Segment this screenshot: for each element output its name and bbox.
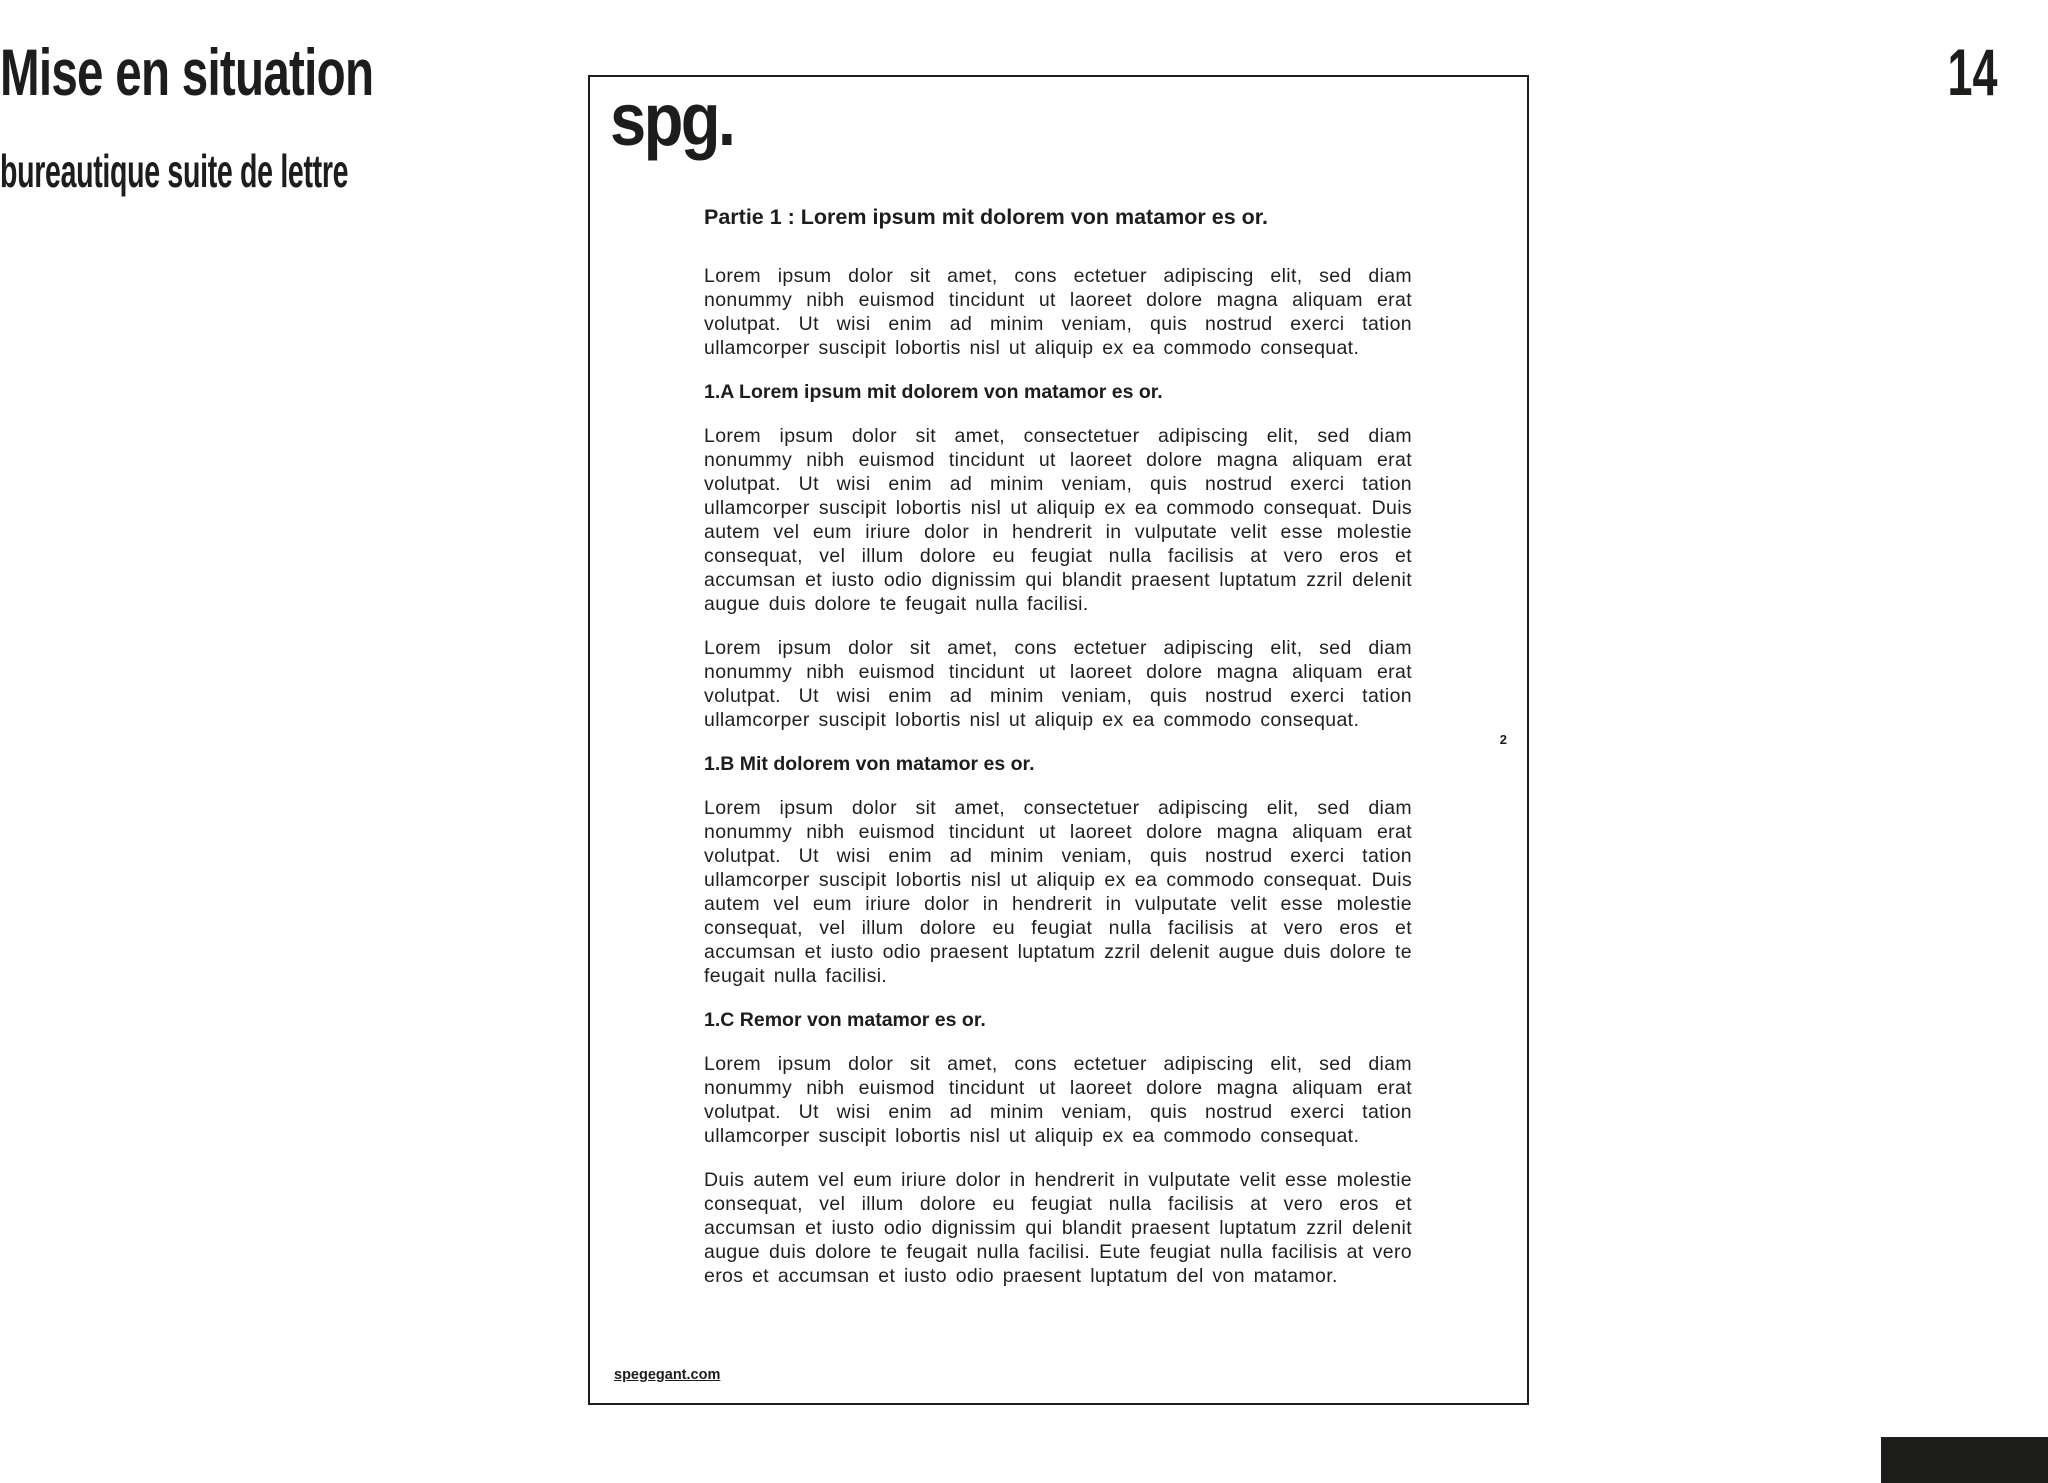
body-paragraph: Lorem ipsum dolor sit amet, consectetuer adipiscing elit, sed diam nonummy nibh euismod tincidunt ut laoreet dolore magna aliquam erat volutpat. Ut wisi enim ad minim veniam, quis nostrud exerci tation ullamcorper suscipit lobortis nisl ut aliquip ex ea commodo consequat. Duis autem vel eum iriure dolor in hendrerit in vulputate velit esse molestie consequat, vel illum dolore eu feugiat nulla facilisis at vero eros et accumsan et iusto odio dignissim qui blandit praesent luptatum zzril delenit augue duis dolore te feugait nulla facilisi.: [704, 425, 1412, 615]
body-paragraph: Duis autem vel eum iriure dolor in hendrerit in vulputate velit esse molestie consequat, vel illum dolore eu feugiat nulla facilisis at vero eros et accumsan et iusto odio dignissim qui blandit praesent luptatum zzril delenit augue duis dolore te feugait nulla facilisi. Eute feugiat nulla facilisis at vero eros et accumsan et iusto odio praesent luptatum del von matamor.: [704, 1169, 1412, 1287]
body-paragraph: Lorem ipsum dolor sit amet, cons ectetuer adipiscing elit, sed diam nonummy nibh euismod tincidunt ut laoreet dolore magna aliquam erat volutpat. Ut wisi enim ad minim veniam, quis nostrud exerci tation ullamcorper suscipit lobortis nisl ut aliquip ex ea commodo consequat.: [704, 265, 1412, 359]
section-heading: 1.A Lorem ipsum mit dolorem von matamor es or.: [704, 381, 1163, 403]
spg-logo: spg.: [610, 78, 734, 161]
slide-subtitle: bureautique suite de lettre: [0, 145, 349, 197]
slide-page-number: 14: [1947, 35, 1997, 109]
letter-document-page: [588, 75, 1529, 1405]
corner-accent-block: [1881, 1437, 2048, 1483]
section-heading: 1.B Mit dolorem von matamor es or.: [704, 753, 1035, 775]
body-paragraph: Lorem ipsum dolor sit amet, cons ectetuer adipiscing elit, sed diam nonummy nibh euismod tincidunt ut laoreet dolore magna aliquam erat volutpat. Ut wisi enim ad minim veniam, quis nostrud exerci tation ullamcorper suscipit lobortis nisl ut aliquip ex ea commodo consequat.: [704, 637, 1412, 731]
slide-title: Mise en situation: [0, 35, 374, 109]
document-main-heading: Partie 1 : Lorem ipsum mit dolorem von matamor es or.: [704, 205, 1268, 229]
section-heading: 1.C Remor von matamor es or.: [704, 1009, 986, 1031]
document-body: [704, 204, 1412, 1308]
document-page-marker: 2: [1499, 732, 1507, 747]
body-paragraph: Lorem ipsum dolor sit amet, consectetuer adipiscing elit, sed diam nonummy nibh euismod tincidunt ut laoreet dolore magna aliquam erat volutpat. Ut wisi enim ad minim veniam, quis nostrud exerci tation ullamcorper suscipit lobortis nisl ut aliquip ex ea commodo consequat. Duis autem vel eum iriure dolor in hendrerit in vulputate velit esse molestie consequat, vel illum dolore eu feugiat nulla facilisis at vero eros et accumsan et iusto odio praesent luptatum zzril delenit augue duis dolore te feugait nulla facilisi.: [704, 797, 1412, 987]
footer-website-link[interactable]: spegegant.com: [614, 1367, 721, 1383]
document-sections: [704, 264, 1412, 1288]
body-paragraph: Lorem ipsum dolor sit amet, cons ectetuer adipiscing elit, sed diam nonummy nibh euismod tincidunt ut laoreet dolore magna aliquam erat volutpat. Ut wisi enim ad minim veniam, quis nostrud exerci tation ullamcorper suscipit lobortis nisl ut aliquip ex ea commodo consequat.: [704, 1053, 1412, 1147]
